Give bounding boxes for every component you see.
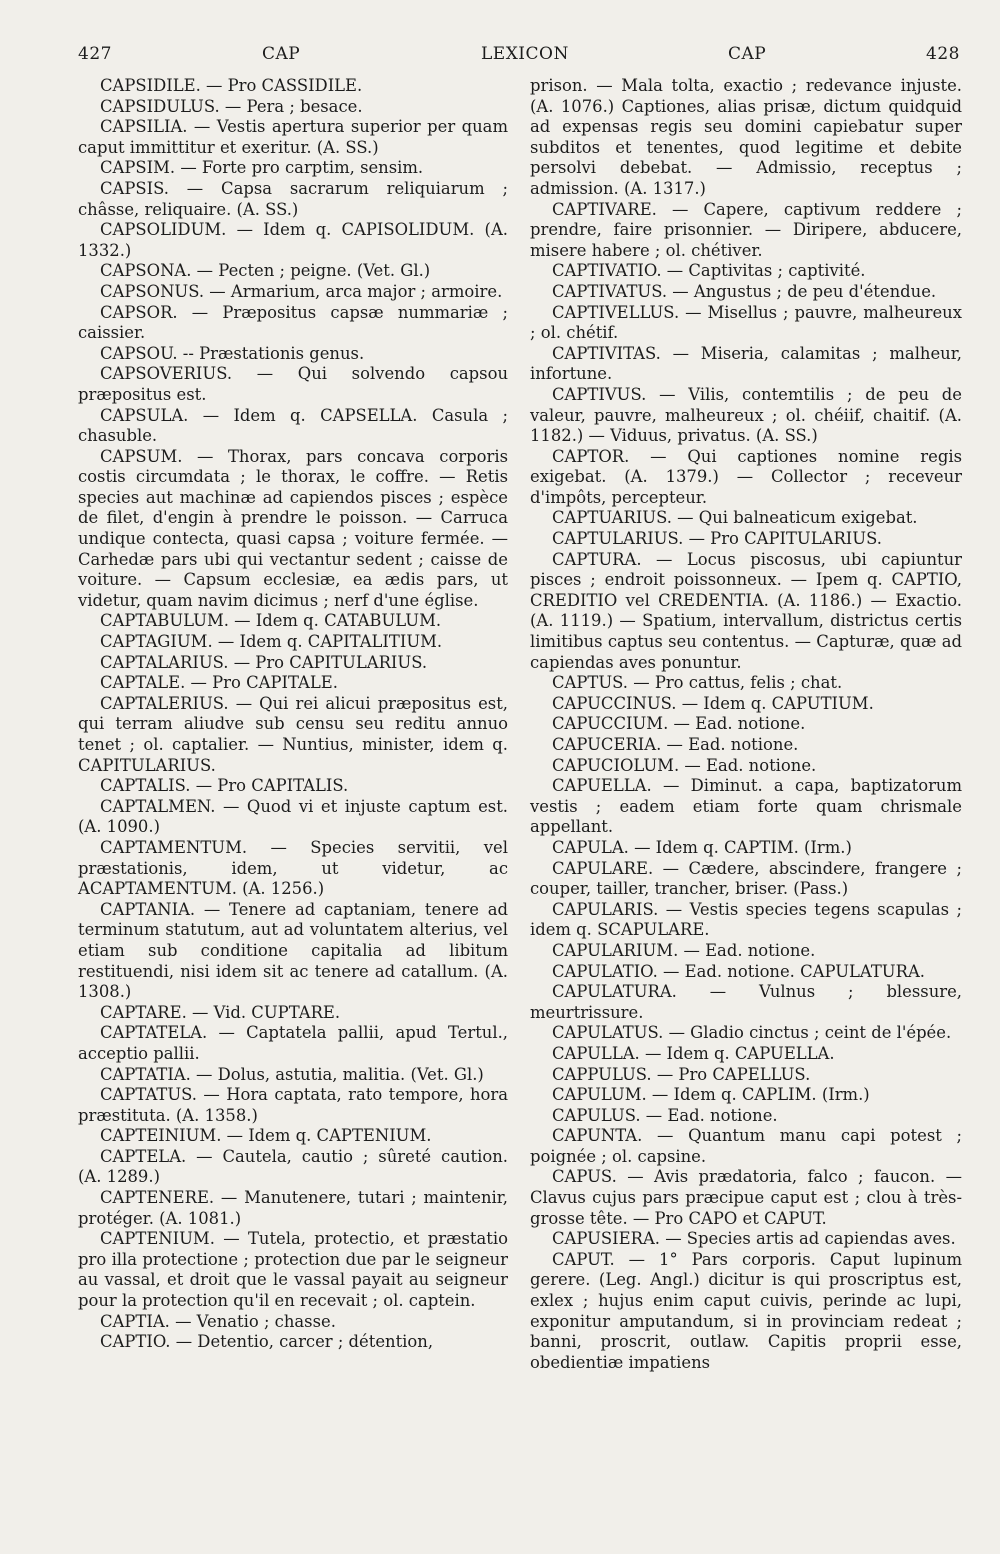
dictionary-entry: CAPTALERIUS. — Qui rei alicui præpositus est, qui terram aliudve sub censu seu reditu annuo tenet ; ol. captalier. — Nuntius, minister, idem q. CAPITULARIUS.	[78, 693, 508, 775]
dictionary-entry: CAPTALIS. — Pro CAPITALIS.	[100, 776, 349, 796]
dictionary-entry: CAPTIVATUS. — Angustus ; de peu d'étendue.	[552, 281, 937, 301]
dictionary-entry: CAPSIDULUS. — Pera ; besace.	[100, 96, 363, 116]
dictionary-entry: CAPSONUS. — Armarium, arca major ; armoire.	[100, 281, 503, 301]
dictionary-entry: CAPTIA. — Venatio ; chasse.	[100, 1311, 336, 1331]
dictionary-entry: CAPULARIUM. — Ead. notione.	[552, 940, 816, 960]
dictionary-entry: CAPULLA. — Idem q. CAPUELLA.	[552, 1043, 835, 1063]
dictionary-entry: prison. — Mala tolta, exactio ; redevance injuste. (A. 1076.) Captiones, alias prisæ, dictum quidquid ad expensas regis seu domini capiebatur super subditos et tenentes, quod legitime et debite persolvi debebat. — Admissio, receptus ; admission. (A. 1317.)	[530, 76, 962, 198]
dictionary-entry: CAPTALE. — Pro CAPITALE.	[100, 673, 338, 693]
dictionary-entry: CAPTIVELLUS. — Misellus ; pauvre, malheureux ; ol. chétif.	[530, 302, 962, 343]
dictionary-entry: CAPULATUS. — Gladio cinctus ; ceint de l'épée.	[552, 1023, 952, 1043]
dictionary-entry: CAPUCERIA. — Ead. notione.	[552, 735, 799, 754]
dictionary-entry: CAPSIS. — Capsa sacrarum reliquiarum ; châsse, reliquaire. (A. SS.)	[78, 178, 508, 219]
dictionary-entry: CAPSONA. — Pecten ; peigne. (Vet. Gl.)	[100, 261, 431, 281]
running-header	[78, 44, 960, 74]
dictionary-entry: CAPTULARIUS. — Pro CAPITULARIUS.	[552, 529, 882, 549]
guide-word-left: CAP	[262, 44, 301, 64]
dictionary-entry: CAPSOVERIUS. — Qui solvendo capsou præpositus est.	[78, 364, 508, 404]
dictionary-entry: CAPUS. — Avis prædatoria, falco ; faucon. — Clavus cujus pars præcipue caput est ; clou à très-grosse tête. — Pro CAPO et CAPUT.	[530, 1167, 962, 1228]
dictionary-entry: CAPTAGIUM. — Idem q. CAPITALITIUM.	[100, 632, 443, 652]
dictionary-entry: CAPTIVARE. — Capere, captivum reddere ; prendre, faire prisonnier. — Diripere, abducere, misere habere ; ol. chétiver.	[530, 199, 962, 260]
dictionary-entry: CAPULA. — Idem q. CAPTIM. (Irm.)	[552, 837, 852, 857]
dictionary-entry: CAPUSIERA. — Species artis ad capiendas aves.	[552, 1229, 956, 1249]
dictionary-entry: CAPTATUS. — Hora captata, rato tempore, hora præstituta. (A. 1358.)	[78, 1085, 508, 1125]
dictionary-entry: CAPTIVITAS. — Miseria, calamitas ; malheur, infortune.	[530, 343, 962, 384]
left-column	[78, 76, 508, 1353]
dictionary-entry: CAPULATURA. — Vulnus ; blessure, meurtrissure.	[530, 982, 962, 1022]
dictionary-entry: CAPTABULUM. — Idem q. CATABULUM.	[100, 611, 442, 631]
dictionary-entry: CAPSOLIDUM. — Idem q. CAPISOLIDUM. (A. 1332.)	[78, 220, 508, 260]
dictionary-entry: CAPSULA. — Idem q. CAPSELLA. Casula ; chasuble.	[78, 405, 508, 446]
right-column	[530, 76, 962, 1373]
dictionary-entry: CAPTATIA. — Dolus, astutia, malitia. (Vet. Gl.)	[100, 1064, 484, 1084]
dictionary-entry: CAPSIDILE. — Pro CASSIDILE.	[100, 76, 363, 95]
dictionary-entry: CAPSUM. — Thorax, pars concava corporis costis circumdata ; le thorax, le coffre. — Retis species aut machinæ ad capiendos pisces ; espèce de filet, d'engin à prendre le poisson. — Carruca undique contecta, quasi capsa ; voiture fermée. — Carhedæ pars ubi qui vectantur sedent ; caisse de voiture. — Capsum ecclesiæ, ea ædis pars, ut videtur, quam navim dicimus ; nerf d'une église.	[78, 446, 508, 610]
dictionary-entry: CAPUCCIUM. — Ead. notione.	[552, 714, 806, 734]
page-number-right: 428	[926, 44, 960, 64]
dictionary-entry: CAPTATELA. — Captatela pallii, apud Tertul., acceptio pallii.	[78, 1023, 508, 1063]
guide-word-right: CAP	[728, 44, 767, 64]
dictionary-entry: CAPTIO. — Detentio, carcer ; détention,	[100, 1332, 434, 1352]
dictionary-entry: CAPTUS. — Pro cattus, felis ; chat.	[552, 673, 843, 693]
dictionary-entry: CAPTALMEN. — Quod vi et injuste captum est. (A. 1090.)	[78, 796, 508, 837]
dictionary-entry: CAPSOR. — Præpositus capsæ nummariæ ; caissier.	[78, 302, 508, 343]
dictionary-entry: CAPULARIS. — Vestis species tegens scapulas ; idem q. SCAPULARE.	[530, 899, 962, 940]
dictionary-entry: CAPTURA. — Locus piscosus, ubi capiuntur pisces ; endroit poissonneux. — Ipem q. CAPTIO, CREDITIO vel CREDENTIA. (A. 1186.) — Exactio. (A. 1119.) — Spatium, intervallum, districtus certis limitibus captus seu contentus. — Capturæ, quæ ad capiendas aves ponuntur.	[530, 549, 962, 672]
dictionary-entry: CAPTENIUM. — Tutela, protectio, et præstatio pro illa protectione ; protection due par le seigneur au vassal, et droit que le vassal payait au seigneur pour la protection qu'il en recevait ; ol. captein.	[78, 1229, 508, 1311]
dictionary-entry: CAPUELLA. — Diminut. a capa, baptizatorum vestis ; eadem etiam forte quam chrismale appellant.	[530, 776, 962, 837]
dictionary-entry: CAPTIVUS. — Vilis, contemtilis ; de peu de valeur, pauvre, malheureux ; ol. chéiif, chaitif. (A. 1182.) — Viduus, privatus. (A. SS.)	[530, 384, 962, 446]
dictionary-entry: CAPTENERE. — Manutenere, tutari ; maintenir, protéger. (A. 1081.)	[78, 1188, 508, 1228]
dictionary-entry: CAPTIVATIO. — Captivitas ; captivité.	[552, 261, 866, 281]
dictionary-entry: CAPUT. — 1° Pars corporis. Caput lupinum gerere. (Leg. Angl.) dicitur is qui proscriptus est, exlex ; hujus enim caput cuivis, perinde ac lupi, exponitur amputandum, si in provinciam redeat ; banni, proscrit, outlaw. Capitis proprii esse, obedientiæ impatiens	[530, 1249, 962, 1372]
dictionary-entry: CAPTANIA. — Tenere ad captaniam, tenere ad terminum statutum, aut ad voluntatem alterius, vel etiam sub conditione capitalia ad libitum restituendi, nisi idem sit ac tenere ad catallum. (A. 1308.)	[78, 899, 508, 1002]
dictionary-entry: CAPUNTA. — Quantum manu capi potest ; poignée ; ol. capsine.	[530, 1126, 962, 1166]
dictionary-entry: CAPTOR. — Qui captiones nomine regis exigebat. (A. 1379.) — Collector ; receveur d'impôts, percepteur.	[530, 446, 962, 507]
dictionary-entry: CAPSIM. — Forte pro carptim, sensim.	[100, 158, 424, 178]
running-title: LEXICON	[481, 44, 569, 64]
page-number-left: 427	[78, 44, 112, 64]
dictionary-entry: CAPTUARIUS. — Qui balneaticum exigebat.	[552, 508, 918, 528]
dictionary-entry: CAPULARE. — Cædere, abscindere, frangere ; couper, tailler, trancher, briser. (Pass.)	[530, 858, 962, 899]
dictionary-entry: CAPULATIO. — Ead. notione. CAPULATURA.	[552, 961, 925, 981]
dictionary-entry: CAPTELA. — Cautela, cautio ; sûreté caution. (A. 1289.)	[78, 1146, 508, 1187]
dictionary-entry: CAPPULUS. — Pro CAPELLUS.	[552, 1064, 811, 1084]
dictionary-entry: CAPSILIA. — Vestis apertura superior per quam caput immittitur et exeritur. (A. SS.)	[78, 117, 508, 157]
dictionary-entry: CAPUCIOLUM. — Ead. notione.	[552, 755, 817, 775]
dictionary-entry: CAPUCCINUS. — Idem q. CAPUTIUM.	[552, 693, 874, 713]
dictionary-entry: CAPULUM. — Idem q. CAPLIM. (Irm.)	[552, 1085, 870, 1105]
dictionary-entry: CAPSOU. -- Præstationis genus.	[100, 343, 365, 363]
dictionary-entry: CAPTEINIUM. — Idem q. CAPTENIUM.	[100, 1126, 432, 1146]
dictionary-entry: CAPTALARIUS. — Pro CAPITULARIUS.	[100, 652, 428, 672]
dictionary-entry: CAPTAMENTUM. — Species servitii, vel præstationis, idem, ut videtur, ac ACAPTAMENTUM. (A. 1256.)	[78, 837, 508, 899]
dictionary-entry: CAPTARE. — Vid. CUPTARE.	[100, 1002, 341, 1022]
dictionary-entry: CAPULUS. — Ead. notione.	[552, 1105, 778, 1125]
